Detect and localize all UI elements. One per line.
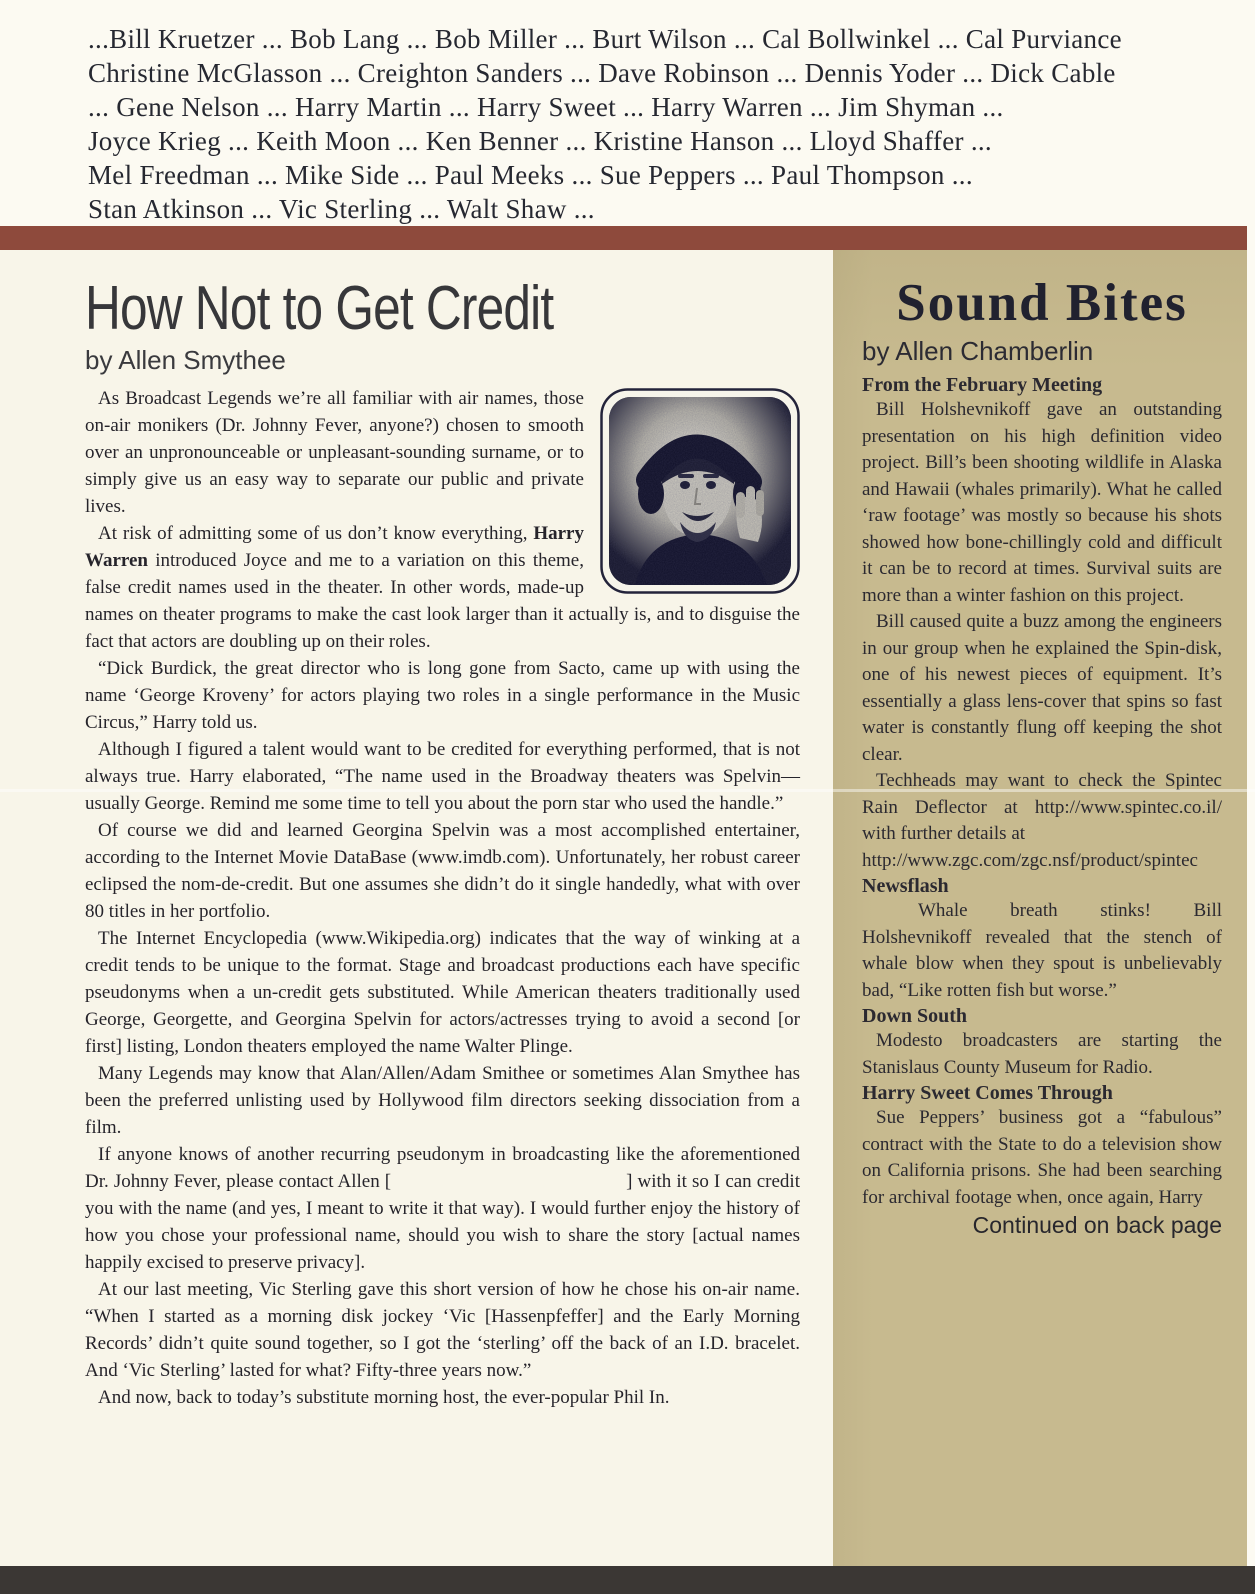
maroon-divider-bar: [0, 226, 1247, 250]
halftone-portrait-graphic: [600, 388, 800, 594]
article-body: [85, 385, 800, 1411]
names-line: Mel Freedman ... Mike Side ... Paul Meeks ... Sue Peppers ... Paul Thompson ...: [88, 160, 973, 190]
names-line: Christine McGlasson ... Creighton Sanders ... Dave Robinson ... Dennis Yoder ... Dick Cable: [88, 58, 1116, 88]
paragraph-text: introduced Joyce and me to a variation on this theme, false credit names used in the theater. In other words, made-up names on theater programs to make the cast look larger than it actually is, and to disguise the fact that actors are doubling up on their roles.: [85, 550, 800, 653]
paragraph-text: ] with it so I can credit you with the name (and yes, I meant to write it that way). I would further enjoy the history of how you chose your professional name, should you wish to share the story [actual names happily excised to preserve privacy].: [85, 1171, 800, 1274]
article-paragraph: At our last meeting, Vic Sterling gave this short version of how he chose his on-air name. “When I started as a morning disk jockey ‘Vic [Hassenpfeffer] and the Early Morning Records’ didn’t quite sound together, so I got the ‘sterling’ off the back of an I.D. bracelet. And ‘Vic Sterling’ lasted for what? Fifty-three years now.”: [85, 1279, 800, 1382]
sidebar-paragraph: Bill caused quite a buzz among the engineers in our group when he explained the Spin-disk, one of his newest pieces of equipment. It’s essentially a glass lens-cover that spins so fast water is constantly flung off keeping the shot clear.: [862, 611, 1222, 765]
sound-bites-sidebar: [833, 250, 1247, 1566]
sidebar-title: Sound Bites: [896, 274, 1188, 332]
sidebar-paragraph: Techheads may want to check the Spintec Rain Deflector at http://www.spintec.co.il/ with further details at: [862, 770, 1222, 845]
bold-name: Harry Warren: [85, 523, 584, 572]
continued-on-back-page-note: Continued on back page: [972, 1212, 1222, 1239]
sidebar-section-heading: Newsflash: [862, 875, 949, 898]
sidebar-paragraph: Whale breath stinks! Bill Holshevnikoff revealed that the stench of whale blow when they spout is unbelievably bad, “Like rotten fish but worse.”: [862, 900, 1222, 1001]
names-line: ...Bill Kruetzer ... Bob Lang ... Bob Miller ... Burt Wilson ... Cal Bollwinkel ... Cal Purviance: [88, 24, 1122, 54]
article-paragraph: The Internet Encyclopedia (www.Wikipedia.org) indicates that the way of winking at a credit tends to be unique to the format. Stage and broadcast productions each have specific pseudonyms when a un-credit gets substituted. While American theaters traditionally used George, Georgette, and Georgina Spelvin for actors/actresses trying to avoid a second [or first] listing, London theaters employed the name Walter Plinge.: [85, 928, 800, 1058]
names-line: Stan Atkinson ... Vic Sterling ... Walt Shaw ...: [88, 194, 595, 224]
bottom-charcoal-bar: [0, 1566, 1255, 1594]
main-content: [0, 250, 1255, 1566]
man-with-headphones-photo: [600, 388, 800, 594]
paragraph-text: If anyone knows of another recurring pseudonym in broadcasting like the aforementioned Dr. Johnny Fever, please contact Allen [: [85, 1144, 800, 1193]
sidebar-section-heading: Down South: [862, 1005, 968, 1028]
sidebar-section-heading: Harry Sweet Comes Through: [862, 1082, 1113, 1105]
article-paragraph: Of course we did and learned Georgina Spelvin was a most accomplished entertainer, according to the Internet Movie DataBase (www.imdb.com). Unfortunately, her robust career eclipsed the nom-de-credit. But one assumes she didn’t do it single handedly, what with over 80 titles in her portfolio.: [85, 820, 800, 923]
names-line: Joyce Krieg ... Keith Moon ... Ken Benner ... Kristine Hanson ... Lloyd Shaffer ...: [88, 126, 992, 156]
names-line: ... Gene Nelson ... Harry Martin ... Harry Sweet ... Harry Warren ... Jim Shyman ...: [88, 92, 1004, 122]
paragraph-text: At risk of admitting some of us don’t know everything,: [98, 523, 534, 545]
article-byline: by Allen Smythee: [85, 345, 286, 376]
sidebar-section-heading: From the February Meeting: [862, 374, 1103, 397]
article-how-not-to-get-credit: [0, 250, 833, 1566]
sidebar-paragraph: Modesto broadcasters are starting the Stanislaus County Museum for Radio.: [862, 1030, 1222, 1078]
sidebar-byline: by Allen Chamberlin: [862, 336, 1094, 367]
article-paragraph: [85, 1141, 800, 1276]
sidebar-paragraph: Sue Peppers’ business got a “fabulous” contract with the State to do a television show on California prisons. She had been searching for archival footage when, once again, Harry: [862, 1107, 1222, 1208]
sidebar-paragraph: Bill Holshevnikoff gave an outstanding presentation on his high definition video project. Bill’s been shooting wildlife in Alaska and Hawaii (whales primarily). What he called ‘raw footage’ was mostly so because his shots showed how bone-chillingly cold and difficult it can be to record at times. Survival suits are more than a winter fashion on this project.: [862, 399, 1222, 606]
article-paragraph: Many Legends may know that Alan/Allen/Adam Smithee or sometimes Alan Smythee has been the preferred unlisting used by Hollywood film directors seeking dissociation from a film.: [85, 1063, 800, 1139]
members-name-list: [0, 0, 1255, 226]
article-paragraph: Although I figured a talent would want to be credited for everything performed, that is not always true. Harry elaborated, “The name used in the Broadway theaters was Spelvin—usually George. Remind me some time to tell you about the porn star who used the handle.”: [85, 739, 800, 815]
sidebar-url-text: http://www.zgc.com/zgc.nsf/product/spintec: [862, 849, 1198, 871]
article-title: How Not to Get Credit: [85, 274, 554, 343]
article-paragraph: And now, back to today’s substitute morning host, the ever-popular Phil In.: [98, 1387, 670, 1409]
article-paragraph: As Broadcast Legends we’re all familiar with air names, those on-air monikers (Dr. Johnny Fever, anyone?) chosen to smooth over an unpronounceable or unpleasant-sounding surname, or to simply give us an easy way to separate our public and private lives.: [85, 388, 584, 518]
article-paragraph: “Dick Burdick, the great director who is long gone from Sacto, came up with using the name ‘George Kroveny’ for actors playing two roles in a single performance in the Music Circus,” Harry told us.: [85, 658, 800, 734]
